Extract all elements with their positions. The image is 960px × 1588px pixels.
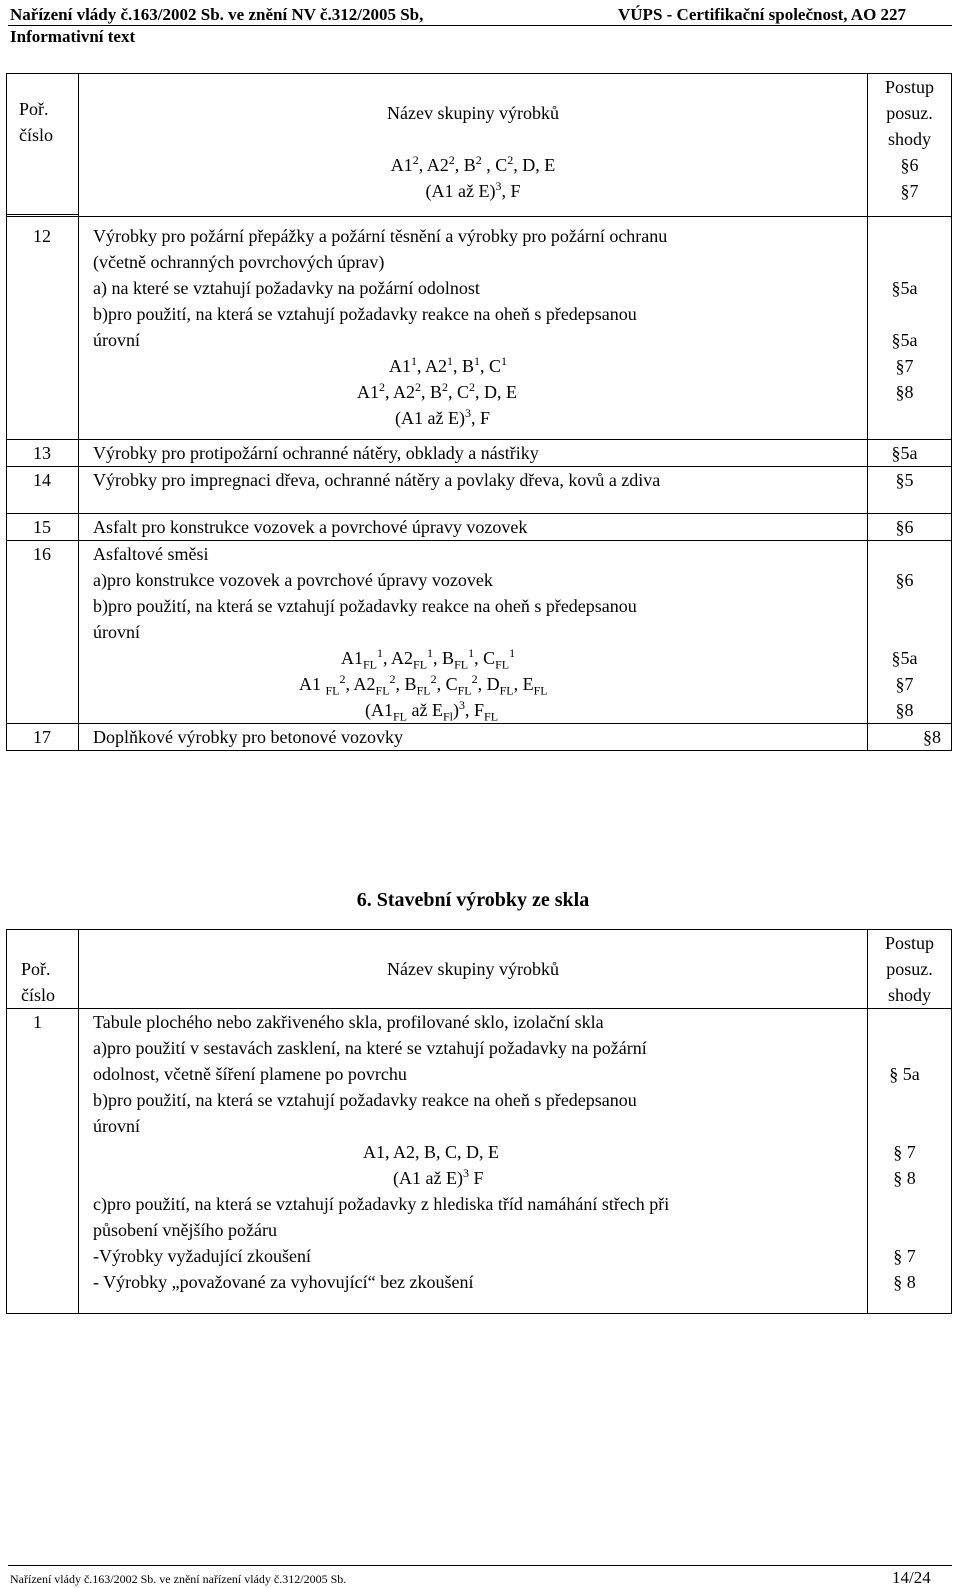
table-row: 16 Asfaltové směsi a)pro konstrukce vozovek a povrchové úpravy vozovek b)pro použití, na která se vztahují požadavky reakce na oheň s předepsanou úrovní $A1_{FL}^1$, $A2_{FL}^1$, $B_{FL}^1$, $C_{FL}^1$ A1 $_{FL}^2$, $A2_{FL}^2$, $B_{FL}^2$, $C_{FL}^2$, $D_{FL}$, $E_{FL}$ ($A1_{FL}$ až $E_{Fl})^3$, $F_{FL}$ §6 §5a §7 §8 [7, 541, 952, 724]
footer-left: Nařízení vlády č.163/2002 Sb. ve znění nařízení vlády č.312/2005 Sb. [10, 1572, 347, 1586]
table-row [7, 217, 952, 440]
footer-rule [8, 1565, 952, 1566]
table-row: 17 Doplňkové výrobky pro betonové vozovky §8 [7, 724, 952, 751]
header-rule [8, 25, 952, 26]
table-header-row: Poř. číslo Název skupiny výrobků Postup posuz. shody [7, 930, 952, 1009]
glass-products-table [6, 929, 952, 1314]
cont-code-2: §7 [900, 181, 919, 201]
section-title: 6. Stavební výrobky ze skla [356, 889, 590, 911]
header-right [618, 5, 906, 25]
header-num-line2: číslo [19, 125, 53, 145]
table-header-row [7, 74, 952, 215]
header-code-line2: posuz. [886, 103, 933, 123]
row-number: 12 [7, 217, 79, 440]
header-name-cell [79, 74, 868, 217]
table-row: 1 Tabule plochého nebo zakřiveného skla, profilované sklo, izolační skla a)pro použití v sestavách zasklení, na které se vztahují požadavky na požární odolnost, včetně šíření plamene po povrchu b)pro použití, na která se vztahují požadavky reakce na oheň s předepsanou úrovní A1, A2, B, C, D, E (A1 až E)$^3$ F c)pro použití, na která se vztahují požadavky z hlediska tříd namáhání střech při působení vnějšího požáru -Výrobky vyžadující zkoušení - Výrobky „považované za vyhovující“ bez zkoušení § 5a § 7 § 8 § 7 § 8 [7, 1009, 952, 1314]
table-row: 15 Asfalt pro konstrukce vozovek a povrchové úpravy vozovek §6 [7, 514, 952, 541]
header-name-text: Název skupiny výrobků [387, 103, 559, 123]
cont-code-1: §6 [900, 155, 919, 175]
table-row: 13 Výrobky pro protipožární ochranné nátěry, obklady a nástřiky §5a [7, 440, 952, 467]
header-left-text: Nařízení vlády č.163/2002 Sb. ve znění NV č.312/2005 Sb, [10, 5, 424, 24]
header-num-cell [7, 74, 79, 215]
header-right-text: VÚPS - Certifikační společnost, AO 227 [618, 5, 907, 24]
row-code: §5a §5a §7 §8 [868, 217, 952, 440]
table-row: 14 Výrobky pro impregnaci dřeva, ochranné nátěry a povlaky dřeva, kovů a zdiva §5 [7, 467, 952, 514]
cont-line-2: (A1 až E)$^3$, F [425, 179, 521, 201]
row-name: Výrobky pro požární přepážky a požární těsnění a výrobky pro požární ochranu (včetně ochranných povrchových úprav) a) na které se vztahují požadavky na požární odolnost b)pro použití, na která se vztahují požadavky reakce na oheň s předepsanou úrovní $A1^1$, $A2^1$, $B^1$, $C^1$ $A1^2$, $A2^2$, $B^2$, $C^2$, D, E (A1 až E)$^3$, F [79, 217, 868, 440]
cont-line-1: $A1^2$, $A2^2$, $B^2$ , $C^2$, D, E [390, 153, 556, 175]
header-code-cell [868, 74, 952, 217]
header-code-line3: shody [887, 129, 931, 149]
header-left [10, 5, 423, 25]
header-code-line1: Postup [884, 77, 935, 97]
header-informative: Informativní text [10, 27, 136, 46]
product-groups-table [6, 73, 952, 751]
header-num-line1: Poř. [19, 99, 49, 119]
page-number: 14/24 [892, 1568, 931, 1587]
